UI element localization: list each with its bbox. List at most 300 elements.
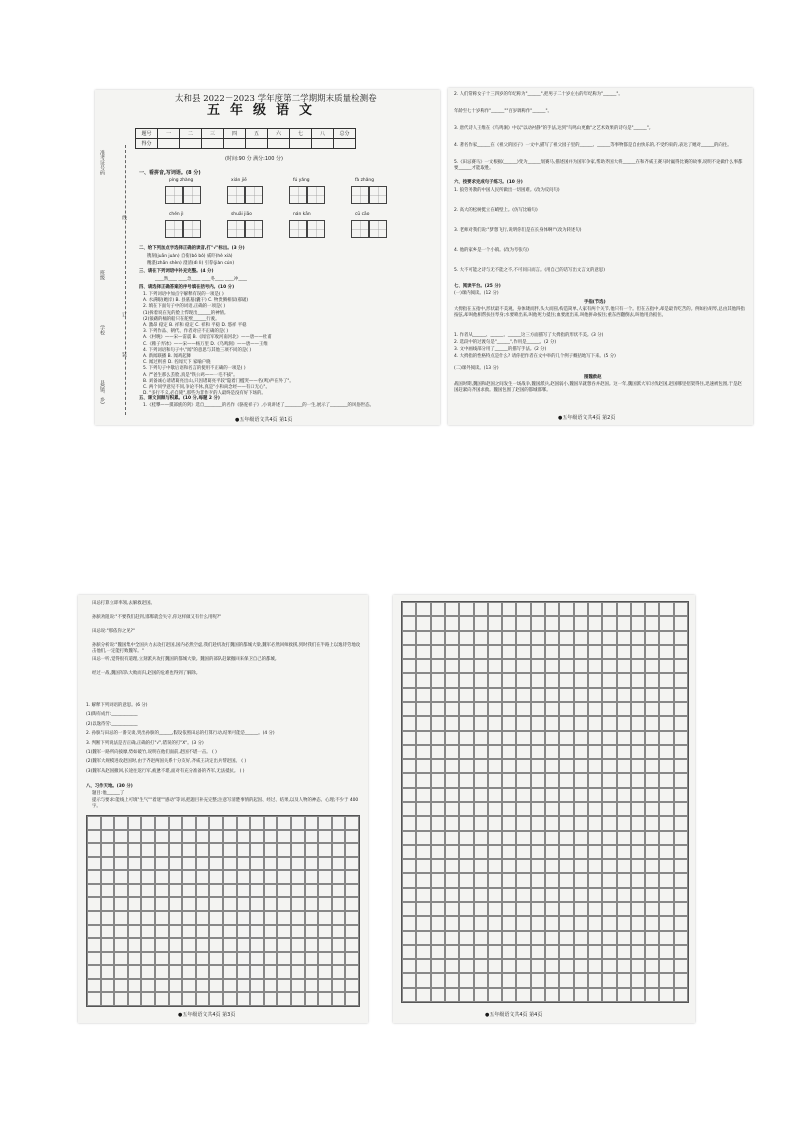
composition-cell[interactable] [431, 873, 445, 887]
composition-cell[interactable] [223, 952, 237, 966]
composition-cell[interactable] [445, 731, 459, 745]
composition-cell[interactable] [141, 992, 155, 1006]
composition-cell[interactable] [332, 938, 346, 952]
composition-cell[interactable] [223, 965, 237, 979]
composition-cell[interactable] [674, 802, 688, 816]
composition-cell[interactable] [332, 830, 346, 844]
composition-cell[interactable] [488, 773, 502, 787]
composition-cell[interactable] [502, 859, 516, 873]
composition-cell[interactable] [588, 688, 602, 702]
composition-cell[interactable] [87, 925, 101, 939]
composition-cell[interactable] [416, 916, 430, 930]
composition-cell[interactable] [318, 965, 332, 979]
composition-cell[interactable] [196, 925, 210, 939]
composition-cell[interactable] [141, 870, 155, 884]
composition-cell[interactable] [516, 759, 530, 773]
composition-cell[interactable] [602, 788, 616, 802]
composition-cell[interactable] [209, 843, 223, 857]
composition-cell[interactable] [488, 831, 502, 845]
composition-cell[interactable] [223, 938, 237, 952]
composition-cell[interactable] [128, 870, 142, 884]
composition-cell[interactable] [445, 973, 459, 987]
composition-cell[interactable] [545, 659, 559, 673]
composition-cell[interactable] [545, 788, 559, 802]
composition-cell[interactable] [488, 973, 502, 987]
composition-cell[interactable] [101, 830, 115, 844]
composition-cell[interactable] [345, 938, 359, 952]
composition-cell[interactable] [332, 884, 346, 898]
composition-cell[interactable] [318, 843, 332, 857]
composition-cell[interactable] [516, 973, 530, 987]
composition-cell[interactable] [128, 843, 142, 857]
composition-cell[interactable] [416, 631, 430, 645]
composition-cell[interactable] [631, 973, 645, 987]
composition-cell[interactable] [459, 888, 473, 902]
composition-cell[interactable] [588, 831, 602, 845]
composition-cell[interactable] [617, 659, 631, 673]
composition-cell[interactable] [402, 673, 416, 687]
composition-cell[interactable] [659, 673, 673, 687]
composition-cell[interactable] [416, 702, 430, 716]
composition-cell[interactable] [402, 688, 416, 702]
composition-cell[interactable] [87, 870, 101, 884]
composition-cell[interactable] [169, 870, 183, 884]
composition-cell[interactable] [602, 673, 616, 687]
composition-cell[interactable] [574, 616, 588, 630]
composition-cell[interactable] [659, 973, 673, 987]
composition-cell[interactable] [617, 602, 631, 616]
composition-cell[interactable] [416, 773, 430, 787]
composition-cell[interactable] [545, 945, 559, 959]
composition-cell[interactable] [645, 916, 659, 930]
composition-cell[interactable] [416, 902, 430, 916]
composition-cell[interactable] [474, 745, 488, 759]
composition-cell[interactable] [559, 945, 573, 959]
composition-cell[interactable] [474, 802, 488, 816]
composition-cell[interactable] [645, 602, 659, 616]
tianzige-answer-box[interactable] [351, 220, 387, 238]
composition-cell[interactable] [101, 965, 115, 979]
composition-cell[interactable] [516, 602, 530, 616]
composition-cell[interactable] [431, 931, 445, 945]
composition-cell[interactable] [209, 938, 223, 952]
composition-cell[interactable] [474, 873, 488, 887]
composition-cell[interactable] [196, 857, 210, 871]
composition-cell[interactable] [588, 673, 602, 687]
composition-cell[interactable] [617, 873, 631, 887]
composition-cell[interactable] [659, 702, 673, 716]
composition-cell[interactable] [445, 673, 459, 687]
composition-cell[interactable] [250, 897, 264, 911]
composition-cell[interactable] [332, 857, 346, 871]
composition-cell[interactable] [516, 931, 530, 945]
composition-cell[interactable] [488, 873, 502, 887]
composition-cell[interactable] [474, 859, 488, 873]
composition-cell[interactable] [674, 973, 688, 987]
composition-cell[interactable] [459, 673, 473, 687]
composition-cell[interactable] [141, 884, 155, 898]
composition-cell[interactable] [617, 931, 631, 945]
composition-cell[interactable] [128, 979, 142, 993]
composition-cell[interactable] [416, 959, 430, 973]
composition-cell[interactable] [459, 773, 473, 787]
composition-cell[interactable] [516, 945, 530, 959]
composition-cell[interactable] [141, 830, 155, 844]
composition-cell[interactable] [488, 731, 502, 745]
composition-cell[interactable] [474, 631, 488, 645]
composition-cell[interactable] [631, 616, 645, 630]
composition-cell[interactable] [659, 788, 673, 802]
composition-cell[interactable] [223, 870, 237, 884]
composition-cell[interactable] [345, 925, 359, 939]
composition-cell[interactable] [617, 902, 631, 916]
composition-cell[interactable] [559, 631, 573, 645]
composition-cell[interactable] [617, 845, 631, 859]
composition-cell[interactable] [602, 631, 616, 645]
composition-cell[interactable] [574, 688, 588, 702]
composition-cell[interactable] [87, 857, 101, 871]
composition-cell[interactable] [431, 816, 445, 830]
composition-cell[interactable] [574, 659, 588, 673]
composition-cell[interactable] [574, 759, 588, 773]
composition-cell[interactable] [617, 616, 631, 630]
composition-cell[interactable] [474, 773, 488, 787]
composition-cell[interactable] [531, 602, 545, 616]
composition-cell[interactable] [264, 938, 278, 952]
composition-cell[interactable] [196, 897, 210, 911]
composition-cell[interactable] [559, 973, 573, 987]
composition-cell[interactable] [502, 702, 516, 716]
composition-cell[interactable] [182, 992, 196, 1006]
composition-cell[interactable] [502, 631, 516, 645]
composition-cell[interactable] [488, 788, 502, 802]
composition-cell[interactable] [305, 816, 319, 830]
composition-cell[interactable] [237, 925, 251, 939]
composition-cell[interactable] [416, 731, 430, 745]
composition-cell[interactable] [223, 843, 237, 857]
composition-cell[interactable] [516, 788, 530, 802]
composition-cell[interactable] [502, 973, 516, 987]
composition-cell[interactable] [402, 931, 416, 945]
composition-cell[interactable] [631, 788, 645, 802]
composition-cell[interactable] [631, 702, 645, 716]
composition-cell[interactable] [87, 992, 101, 1006]
composition-cell[interactable] [631, 688, 645, 702]
tianzige-answer-box[interactable] [289, 186, 325, 204]
composition-cell[interactable] [416, 759, 430, 773]
composition-cell[interactable] [196, 843, 210, 857]
composition-cell[interactable] [631, 888, 645, 902]
composition-cell[interactable] [559, 702, 573, 716]
composition-cell[interactable] [488, 645, 502, 659]
composition-cell[interactable] [445, 902, 459, 916]
composition-cell[interactable] [141, 938, 155, 952]
composition-cell[interactable] [155, 870, 169, 884]
composition-cell[interactable] [545, 831, 559, 845]
composition-cell[interactable] [101, 952, 115, 966]
composition-cell[interactable] [332, 952, 346, 966]
composition-cell[interactable] [114, 992, 128, 1006]
composition-cell[interactable] [155, 897, 169, 911]
composition-cell[interactable] [545, 602, 559, 616]
composition-cell[interactable] [617, 759, 631, 773]
composition-cell[interactable] [474, 673, 488, 687]
composition-cell[interactable] [431, 945, 445, 959]
composition-cell[interactable] [291, 816, 305, 830]
composition-cell[interactable] [516, 773, 530, 787]
composition-cell[interactable] [602, 845, 616, 859]
composition-cell[interactable] [474, 902, 488, 916]
composition-cell[interactable] [416, 745, 430, 759]
composition-cell[interactable] [574, 802, 588, 816]
composition-cell[interactable] [196, 830, 210, 844]
composition-cell[interactable] [209, 857, 223, 871]
composition-cell[interactable] [602, 731, 616, 745]
composition-cell[interactable] [674, 631, 688, 645]
composition-cell[interactable] [531, 745, 545, 759]
composition-cell[interactable] [645, 673, 659, 687]
composition-cell[interactable] [182, 897, 196, 911]
composition-cell[interactable] [445, 873, 459, 887]
composition-cell[interactable] [459, 988, 473, 1002]
composition-cell[interactable] [617, 888, 631, 902]
composition-cell[interactable] [318, 938, 332, 952]
composition-cell[interactable] [559, 873, 573, 887]
composition-cell[interactable] [516, 645, 530, 659]
composition-cell[interactable] [674, 759, 688, 773]
composition-cell[interactable] [459, 902, 473, 916]
composition-cell[interactable] [431, 631, 445, 645]
composition-cell[interactable] [674, 959, 688, 973]
composition-cell[interactable] [305, 843, 319, 857]
composition-cell[interactable] [545, 631, 559, 645]
composition-cell[interactable] [155, 925, 169, 939]
composition-cell[interactable] [617, 916, 631, 930]
composition-cell[interactable] [345, 897, 359, 911]
composition-cell[interactable] [631, 802, 645, 816]
composition-cell[interactable] [659, 631, 673, 645]
composition-cell[interactable] [474, 959, 488, 973]
composition-cell[interactable] [264, 925, 278, 939]
composition-cell[interactable] [631, 845, 645, 859]
composition-cell[interactable] [237, 857, 251, 871]
composition-cell[interactable] [602, 659, 616, 673]
composition-cell[interactable] [531, 716, 545, 730]
composition-cell[interactable] [574, 673, 588, 687]
composition-cell[interactable] [345, 843, 359, 857]
composition-cell[interactable] [588, 816, 602, 830]
composition-cell[interactable] [264, 816, 278, 830]
composition-cell[interactable] [502, 731, 516, 745]
composition-cell[interactable] [155, 952, 169, 966]
composition-cell[interactable] [155, 965, 169, 979]
composition-cell[interactable] [474, 688, 488, 702]
composition-cell[interactable] [402, 916, 416, 930]
composition-cell[interactable] [531, 831, 545, 845]
composition-cell[interactable] [574, 845, 588, 859]
composition-cell[interactable] [345, 816, 359, 830]
composition-cell[interactable] [645, 659, 659, 673]
composition-cell[interactable] [602, 859, 616, 873]
composition-cell[interactable] [196, 965, 210, 979]
composition-cell[interactable] [659, 945, 673, 959]
composition-cell[interactable] [588, 616, 602, 630]
composition-cell[interactable] [588, 959, 602, 973]
composition-cell[interactable] [459, 788, 473, 802]
composition-cell[interactable] [209, 925, 223, 939]
composition-cell[interactable] [502, 888, 516, 902]
composition-cell[interactable] [155, 884, 169, 898]
composition-cell[interactable] [128, 857, 142, 871]
composition-cell[interactable] [645, 973, 659, 987]
composition-cell[interactable] [516, 845, 530, 859]
composition-cell[interactable] [445, 645, 459, 659]
composition-cell[interactable] [617, 631, 631, 645]
composition-cell[interactable] [101, 816, 115, 830]
composition-cell[interactable] [182, 911, 196, 925]
composition-cell[interactable] [474, 788, 488, 802]
composition-cell[interactable] [101, 870, 115, 884]
composition-cell[interactable] [445, 759, 459, 773]
composition-cell[interactable] [237, 843, 251, 857]
composition-cell[interactable] [545, 616, 559, 630]
composition-cell[interactable] [128, 965, 142, 979]
composition-cell[interactable] [345, 952, 359, 966]
composition-cell[interactable] [196, 884, 210, 898]
composition-cell[interactable] [588, 716, 602, 730]
composition-cell[interactable] [182, 979, 196, 993]
composition-cell[interactable] [516, 745, 530, 759]
composition-cell[interactable] [332, 897, 346, 911]
composition-cell[interactable] [559, 659, 573, 673]
composition-cell[interactable] [169, 857, 183, 871]
composition-cell[interactable] [645, 716, 659, 730]
composition-cell[interactable] [416, 688, 430, 702]
composition-cell[interactable] [345, 830, 359, 844]
composition-cell[interactable] [237, 938, 251, 952]
composition-cell[interactable] [602, 931, 616, 945]
composition-cell[interactable] [674, 902, 688, 916]
composition-cell[interactable] [431, 902, 445, 916]
composition-cell[interactable] [445, 716, 459, 730]
composition-cell[interactable] [459, 873, 473, 887]
composition-cell[interactable] [445, 773, 459, 787]
composition-cell[interactable] [474, 973, 488, 987]
composition-cell[interactable] [431, 973, 445, 987]
composition-cell[interactable] [474, 816, 488, 830]
composition-cell[interactable] [445, 945, 459, 959]
composition-cell[interactable] [305, 830, 319, 844]
composition-cell[interactable] [659, 845, 673, 859]
composition-cell[interactable] [114, 884, 128, 898]
composition-cell[interactable] [223, 992, 237, 1006]
composition-cell[interactable] [674, 888, 688, 902]
composition-cell[interactable] [445, 688, 459, 702]
composition-cell[interactable] [459, 831, 473, 845]
composition-cell[interactable] [531, 702, 545, 716]
composition-cell[interactable] [445, 788, 459, 802]
tianzige-answer-box[interactable] [227, 186, 263, 204]
composition-cell[interactable] [250, 830, 264, 844]
composition-cell[interactable] [574, 788, 588, 802]
composition-cell[interactable] [674, 616, 688, 630]
composition-cell[interactable] [305, 884, 319, 898]
composition-cell[interactable] [674, 745, 688, 759]
composition-cell[interactable] [277, 870, 291, 884]
composition-cell[interactable] [250, 938, 264, 952]
composition-cell[interactable] [474, 702, 488, 716]
composition-cell[interactable] [545, 773, 559, 787]
composition-cell[interactable] [332, 925, 346, 939]
composition-cell[interactable] [488, 659, 502, 673]
composition-cell[interactable] [631, 645, 645, 659]
composition-cell[interactable] [345, 911, 359, 925]
composition-cell[interactable] [502, 873, 516, 887]
composition-cell[interactable] [416, 973, 430, 987]
composition-cell[interactable] [674, 931, 688, 945]
composition-cell[interactable] [545, 973, 559, 987]
composition-cell[interactable] [502, 773, 516, 787]
composition-cell[interactable] [474, 988, 488, 1002]
composition-cell[interactable] [128, 925, 142, 939]
composition-cell[interactable] [277, 884, 291, 898]
composition-grid-page-3[interactable] [86, 815, 360, 1007]
composition-cell[interactable] [402, 788, 416, 802]
composition-cell[interactable] [617, 688, 631, 702]
composition-cell[interactable] [291, 911, 305, 925]
composition-cell[interactable] [332, 870, 346, 884]
composition-cell[interactable] [574, 645, 588, 659]
composition-cell[interactable] [250, 843, 264, 857]
composition-cell[interactable] [332, 816, 346, 830]
composition-cell[interactable] [141, 816, 155, 830]
composition-cell[interactable] [588, 902, 602, 916]
composition-cell[interactable] [402, 745, 416, 759]
composition-cell[interactable] [416, 602, 430, 616]
composition-cell[interactable] [114, 925, 128, 939]
composition-cell[interactable] [291, 830, 305, 844]
composition-cell[interactable] [445, 659, 459, 673]
composition-cell[interactable] [659, 773, 673, 787]
composition-cell[interactable] [645, 788, 659, 802]
composition-cell[interactable] [502, 802, 516, 816]
composition-cell[interactable] [602, 973, 616, 987]
composition-cell[interactable] [209, 965, 223, 979]
composition-cell[interactable] [141, 925, 155, 939]
composition-cell[interactable] [588, 931, 602, 945]
tianzige-answer-box[interactable] [227, 220, 263, 238]
composition-cell[interactable] [169, 979, 183, 993]
composition-cell[interactable] [588, 945, 602, 959]
composition-cell[interactable] [402, 773, 416, 787]
composition-cell[interactable] [264, 911, 278, 925]
composition-cell[interactable] [516, 716, 530, 730]
composition-cell[interactable] [87, 843, 101, 857]
composition-cell[interactable] [155, 857, 169, 871]
composition-cell[interactable] [516, 659, 530, 673]
composition-cell[interactable] [516, 959, 530, 973]
composition-cell[interactable] [345, 884, 359, 898]
composition-cell[interactable] [305, 857, 319, 871]
composition-cell[interactable] [645, 645, 659, 659]
composition-cell[interactable] [645, 959, 659, 973]
composition-cell[interactable] [459, 945, 473, 959]
composition-cell[interactable] [277, 897, 291, 911]
composition-cell[interactable] [674, 788, 688, 802]
composition-cell[interactable] [574, 631, 588, 645]
composition-cell[interactable] [128, 830, 142, 844]
composition-cell[interactable] [345, 979, 359, 993]
